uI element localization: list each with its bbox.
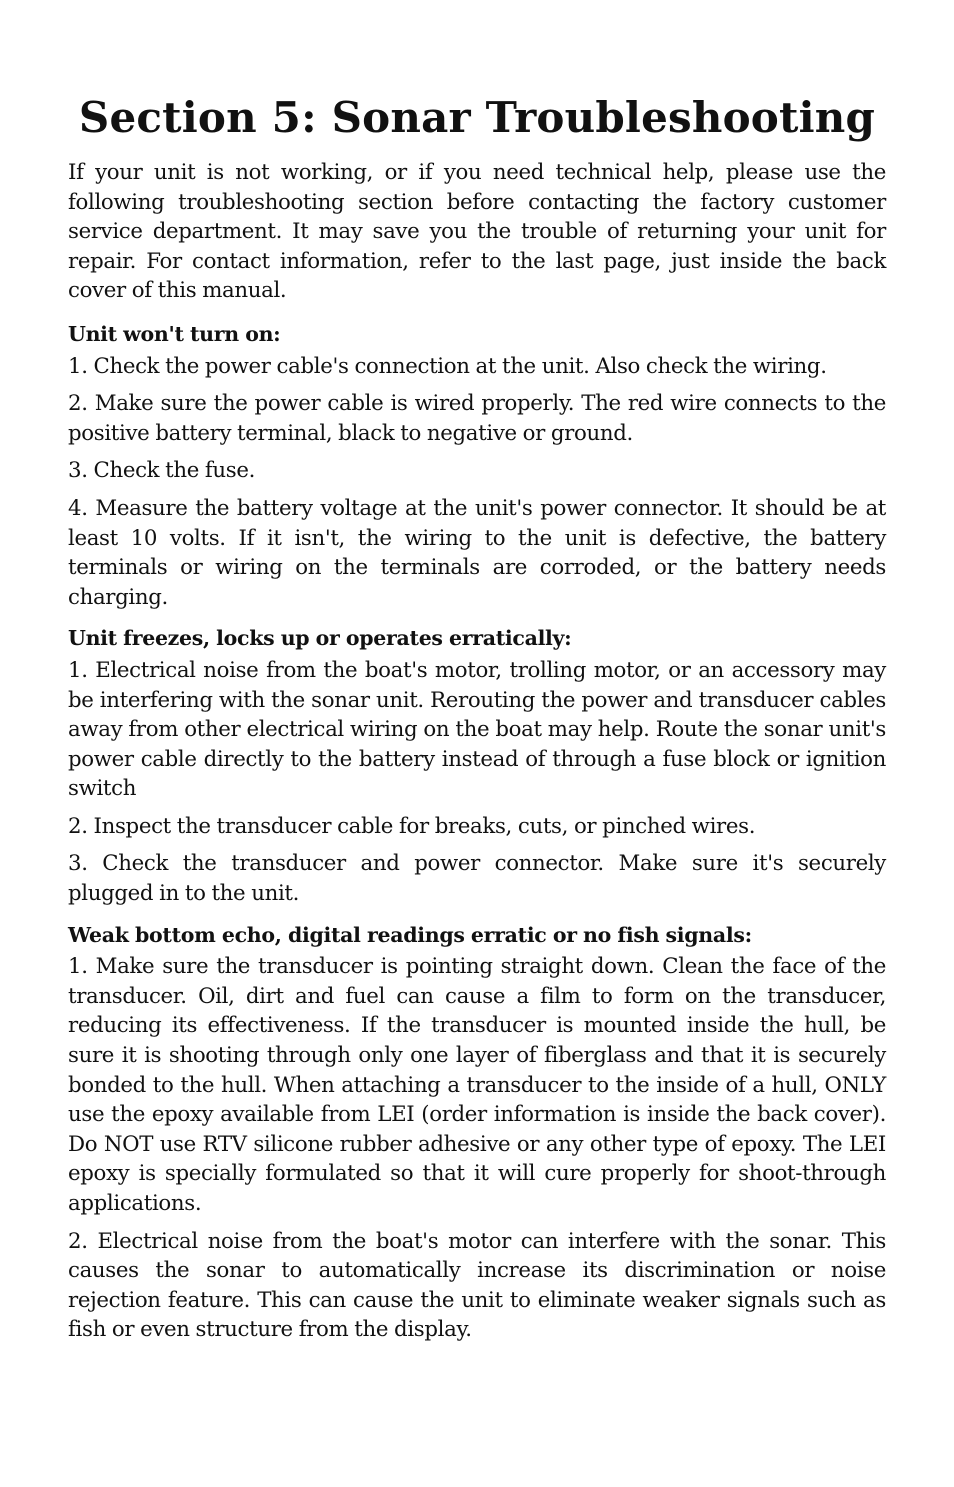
intro-paragraph: If your unit is not working, or if you need technical help, please use the following troubleshooting section before contacting the factory customer service department. It may save you the trouble of returning your unit for repair. For contact information, refer to the last page, just inside the back cover of this manual. xyxy=(68,160,886,304)
list-item: 3. Check the fuse. xyxy=(68,458,256,484)
section-heading-wont-turn-on: Unit won't turn on: xyxy=(68,321,281,346)
list-item: 3. Check the transducer and power connector. Make sure it's securely plugged in to the unit. xyxy=(68,851,886,907)
list-item: 1. Check the power cable's connection at the unit. Also check the wiring. xyxy=(68,353,827,379)
list-item: 4. Measure the battery voltage at the unit's power connector. It should be at least 10 volts. If it isn't, the wiring to the unit is defective, the battery terminals or wiring on the terminals are corroded, or the battery needs charging. xyxy=(68,495,886,610)
page-title: Section 5: Sonar Troubleshooting xyxy=(78,93,876,142)
document-page xyxy=(68,86,886,1345)
section-heading-freezes: Unit freezes, locks up or operates erratically: xyxy=(68,626,572,651)
section-heading-weak-echo: Weak bottom echo, digital readings erratic or no fish signals: xyxy=(68,922,752,947)
list-item: 2. Electrical noise from the boat's motor can interfere with the sonar. This causes the sonar to automatically increase its discrimination or noise rejection feature. This can cause the unit to eliminate weaker signals such as fish or even structure from the display. xyxy=(68,1228,886,1343)
list-item: 1. Make sure the transducer is pointing straight down. Clean the face of the transducer. Oil, dirt and fuel can cause a film to form on the transducer, reducing its effectiveness. If the transducer is mounted inside the hull, be sure it is shooting through only one layer of fiberglass and that it is securely bonded to the hull. When attaching a transducer to the inside of a hull, ONLY use the epoxy available from LEI (order information is inside the back cover). Do NOT use RTV silicone rubber adhesive or any other type of epoxy. The LEI epoxy is specially formulated so that it will cure properly for shoot-through applications. xyxy=(68,954,886,1216)
list-item: 2. Make sure the power cable is wired properly. The red wire connects to the positive battery terminal, black to negative or ground. xyxy=(68,391,886,446)
list-item: 1. Electrical noise from the boat's motor, trolling motor, or an accessory may be interfering with the sonar unit. Rerouting the power and transducer cables away from other electrical wiring on the boat may help. Route the sonar unit's power cable directly to the battery instead of through a fuse block or ignition switch xyxy=(68,657,886,802)
list-item: 2. Inspect the transducer cable for breaks, cuts, or pinched wires. xyxy=(68,813,756,839)
